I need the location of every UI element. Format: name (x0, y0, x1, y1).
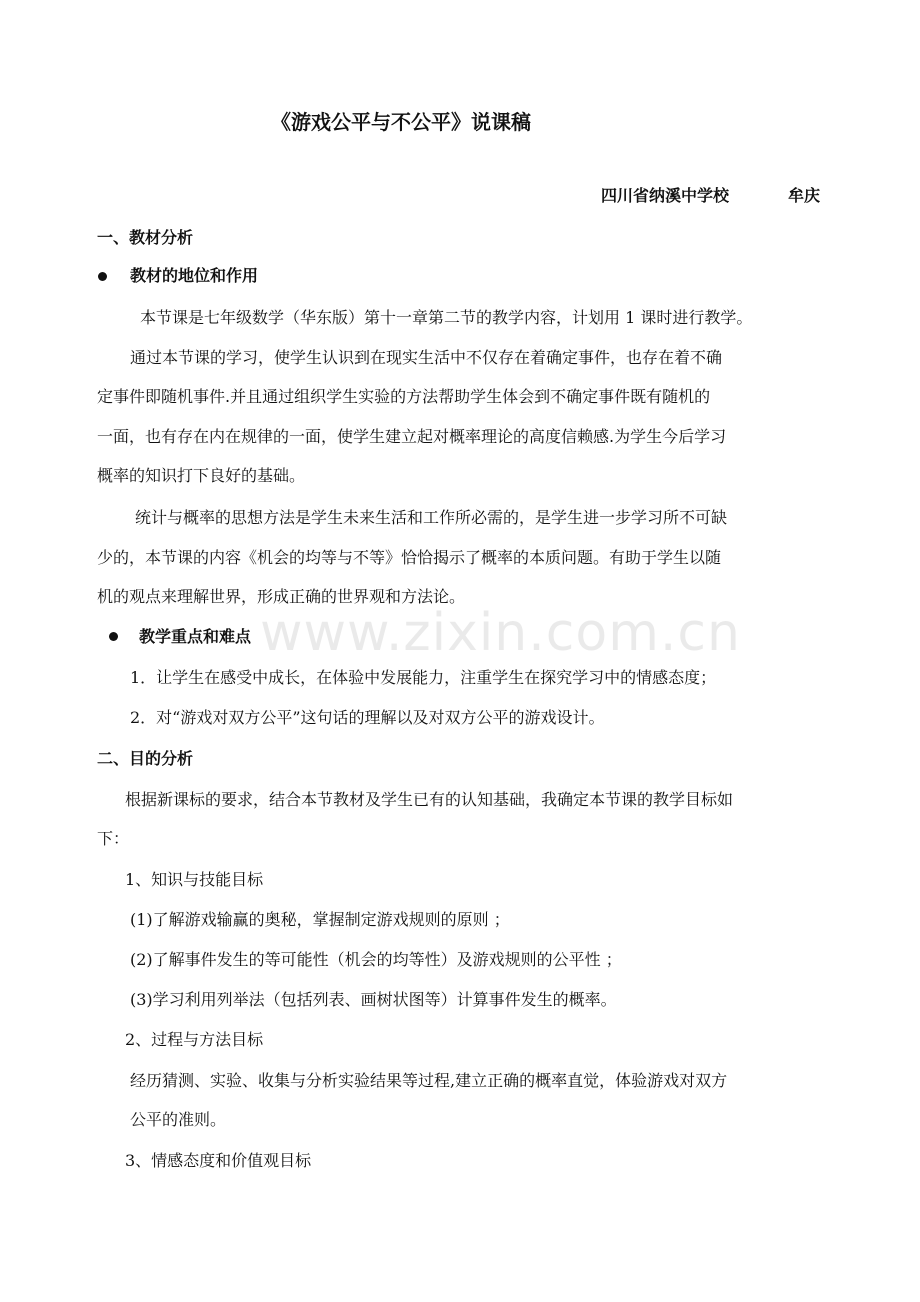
school-name: 四川省纳溪中学校 (601, 186, 730, 205)
list-item: (3)学习利用列举法（包括列表、画树状图等）计算事件发生的概率。 (130, 990, 617, 1009)
author-name: 牟庆 (788, 186, 821, 205)
paragraph-line: 根据新课标的要求，结合本节教材及学生已有的认知基础，我确定本节课的教学目标如 (125, 790, 734, 809)
subheading-position-role: 教材的地位和作用 (130, 266, 259, 285)
paragraph-line: 公平的准则。 (130, 1110, 227, 1129)
list-item: 2．对“游戏对双方公平”这句话的理解以及对双方公平的游戏设计。 (130, 708, 605, 727)
bullet-icon (109, 632, 118, 641)
paragraph-line: 机的观点来理解世界，形成正确的世界观和方法论。 (97, 587, 466, 606)
bullet-icon (98, 272, 107, 281)
section-heading-objective-analysis: 二、目的分析 (97, 749, 194, 768)
goal-heading-knowledge: 1、知识与技能目标 (125, 870, 264, 889)
paragraph-line: 本节课是七年级数学（华东版）第十一章第二节的教学内容，计划用 1 课时进行教学。 (140, 308, 753, 327)
document-title: 《游戏公平与不公平》说课稿 (271, 110, 531, 134)
paragraph-line: 一面，也有存在内在规律的一面，使学生建立起对概率理论的高度信赖感.为学生今后学习 (97, 427, 727, 446)
paragraph-line: 概率的知识打下良好的基础。 (97, 466, 306, 485)
section-heading-material-analysis: 一、教材分析 (97, 228, 194, 247)
list-item: (1)了解游戏输赢的奥秘，掌握制定游戏规则的原则 ； (130, 910, 510, 929)
paragraph-line: 下： (97, 829, 130, 848)
goal-heading-attitude: 3、情感态度和价值观目标 (125, 1151, 312, 1170)
subheading-key-points: 教学重点和难点 (139, 627, 252, 646)
paragraph-line: 通过本节课的学习，使学生认识到在现实生活中不仅存在着确定事件，也存在着不确 (130, 348, 723, 367)
list-item: (2)了解事件发生的等可能性（机会的均等性）及游戏规则的公平性 ； (130, 950, 622, 969)
paragraph-line: 定事件即随机事件.并且通过组织学生实验的方法帮助学生体会到不确定事件既有随机的 (97, 387, 711, 406)
paragraph-line: 统计与概率的思想方法是学生未来生活和工作所必需的，是学生进一步学习所不可缺 (135, 508, 728, 527)
list-item: 1．让学生在感受中成长，在体验中发展能力，注重学生在探究学习中的情感态度； (130, 668, 717, 687)
paragraph-line: 少的，本节课的内容《机会的均等与不等》恰恰揭示了概率的本质问题。有助于学生以随 (97, 548, 722, 567)
watermark: www.zixin.com.cn (260, 603, 741, 663)
goal-heading-process: 2、过程与方法目标 (125, 1030, 264, 1049)
paragraph-line: 经历猜测、实验、收集与分析实验结果等过程,建立正确的概率直觉，体验游戏对双方 (130, 1071, 728, 1090)
